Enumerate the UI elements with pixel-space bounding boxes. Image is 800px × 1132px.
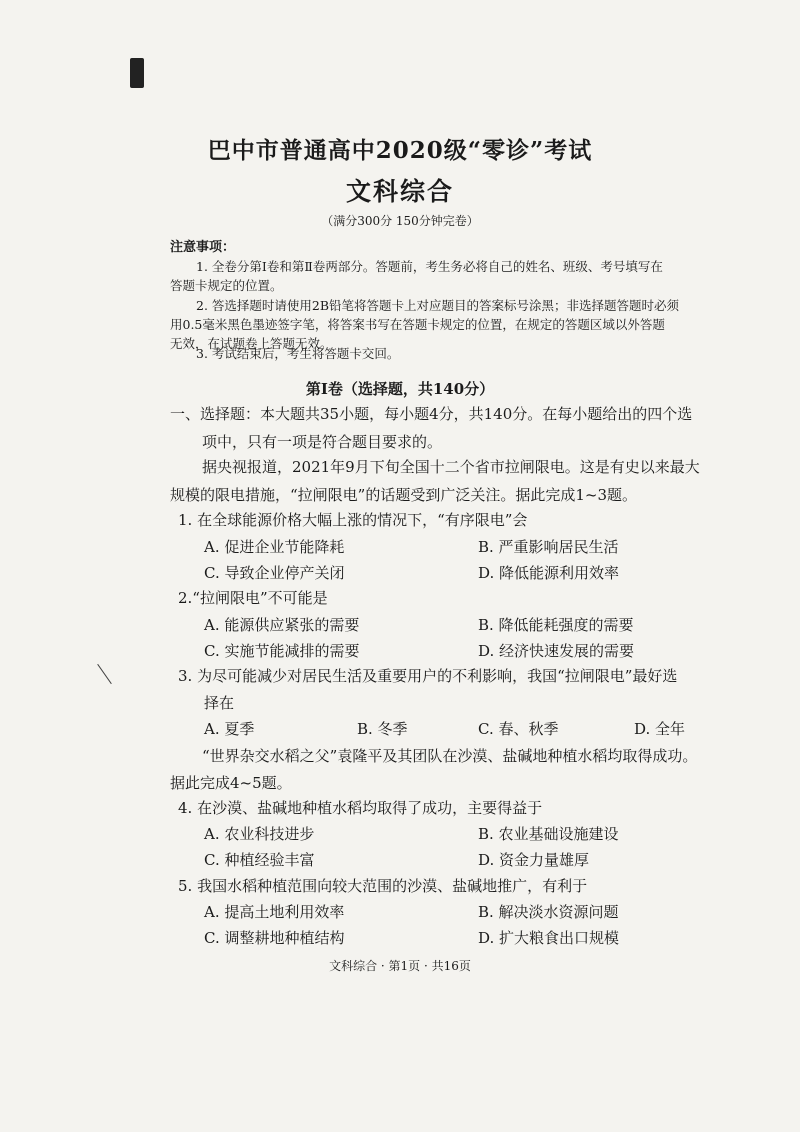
question-stem: 5. 我国水稻种植范围向较大范围的沙漠、盐碱地推广，有利于 xyxy=(178,877,588,895)
option-c: C. 种植经验丰富 xyxy=(204,851,315,869)
question-stem: 3. 为尽可能减少对居民生活及重要用户的不利影响，我国“拉闸限电”最好选 xyxy=(178,667,678,685)
page-footer: 文科综合 · 第1页 · 共16页 xyxy=(329,959,471,973)
notice-line: 答题卡规定的位置。 xyxy=(170,278,283,293)
notice-line: 2. 答选择题时请使用2B铅笔将答题卡上对应题目的答案标号涂黑；非选择题答题时必须 xyxy=(196,298,680,313)
notice-line: 1. 全卷分第Ⅰ卷和第Ⅱ卷两部分。答题前，考生务必将自己的姓名、班级、考号填写在 xyxy=(196,259,663,274)
passage-line: 规模的限电措施，“拉闸限电”的话题受到广泛关注。据此完成1~3题。 xyxy=(170,486,637,504)
question-stem: 择在 xyxy=(204,694,235,712)
option-b: B. 严重影响居民生活 xyxy=(478,538,619,556)
option-b: B. 农业基础设施建设 xyxy=(478,825,619,843)
option-a: A. 促进企业节能降耗 xyxy=(204,538,345,556)
option-a: A. 提高土地利用效率 xyxy=(204,903,345,921)
option-a: A. 能源供应紧张的需要 xyxy=(204,616,360,634)
option-c: C. 调整耕地种植结构 xyxy=(204,929,345,947)
exam-title: 巴中市普通高中2020级“零诊”考试 xyxy=(207,137,593,164)
section-heading: 第Ⅰ卷（选择题，共140分） xyxy=(305,380,495,398)
option-b: B. 降低能耗强度的需要 xyxy=(478,616,634,634)
option-d: D. 扩大粮食出口规模 xyxy=(478,929,620,947)
option-d: D. 全年 xyxy=(634,720,686,738)
option-b: B. 冬季 xyxy=(357,720,408,738)
notice-heading: 注意事项： xyxy=(170,240,236,255)
passage-line: 据此完成4~5题。 xyxy=(170,774,292,792)
question-stem: 4. 在沙漠、盐碱地种植水稻均取得了成功，主要得益于 xyxy=(178,799,543,817)
notice-line: 3. 考试结束后，考生将答题卡交回。 xyxy=(196,346,400,361)
exam-subtitle: （满分300分 150分钟完卷） xyxy=(321,214,479,228)
section-instruction: 项中，只有一项是符合题目要求的。 xyxy=(202,433,443,451)
option-c: C. 导致企业停产关闭 xyxy=(204,564,345,582)
option-d: D. 资金力量雄厚 xyxy=(478,851,590,869)
notice-line: 无效，在试题卷上答题无效。 xyxy=(170,336,333,351)
option-d: D. 经济快速发展的需要 xyxy=(478,642,635,660)
stray-pen-mark xyxy=(97,664,112,684)
scan-mark xyxy=(130,58,144,88)
option-c: C. 实施节能减排的需要 xyxy=(204,642,360,660)
passage-line: 据央视报道，2021年9月下旬全国十二个省市拉闸限电。这是有史以来最大 xyxy=(202,458,700,476)
option-b: B. 解决淡水资源问题 xyxy=(478,903,619,921)
option-a: A. 农业科技进步 xyxy=(204,825,315,843)
section-instruction: 一、选择题：本大题共35小题，每小题4分，共140分。在每小题给出的四个选 xyxy=(170,405,693,423)
subject-title: 文科综合 xyxy=(345,177,454,206)
option-d: D. 降低能源利用效率 xyxy=(478,564,620,582)
question-stem: 2.“拉闸限电”不可能是 xyxy=(178,589,328,607)
notice-line: 用0.5毫米黑色墨迹签字笔，将答案书写在答题卡规定的位置，在规定的答题区域以外答题 xyxy=(170,317,665,332)
option-c: C. 春、秋季 xyxy=(478,720,559,738)
passage-line: “世界杂交水稻之父”袁隆平及其团队在沙漠、盐碱地种植水稻均取得成功。 xyxy=(202,747,698,765)
option-a: A. 夏季 xyxy=(204,720,255,738)
question-stem: 1. 在全球能源价格大幅上涨的情况下，“有序限电”会 xyxy=(178,511,528,529)
